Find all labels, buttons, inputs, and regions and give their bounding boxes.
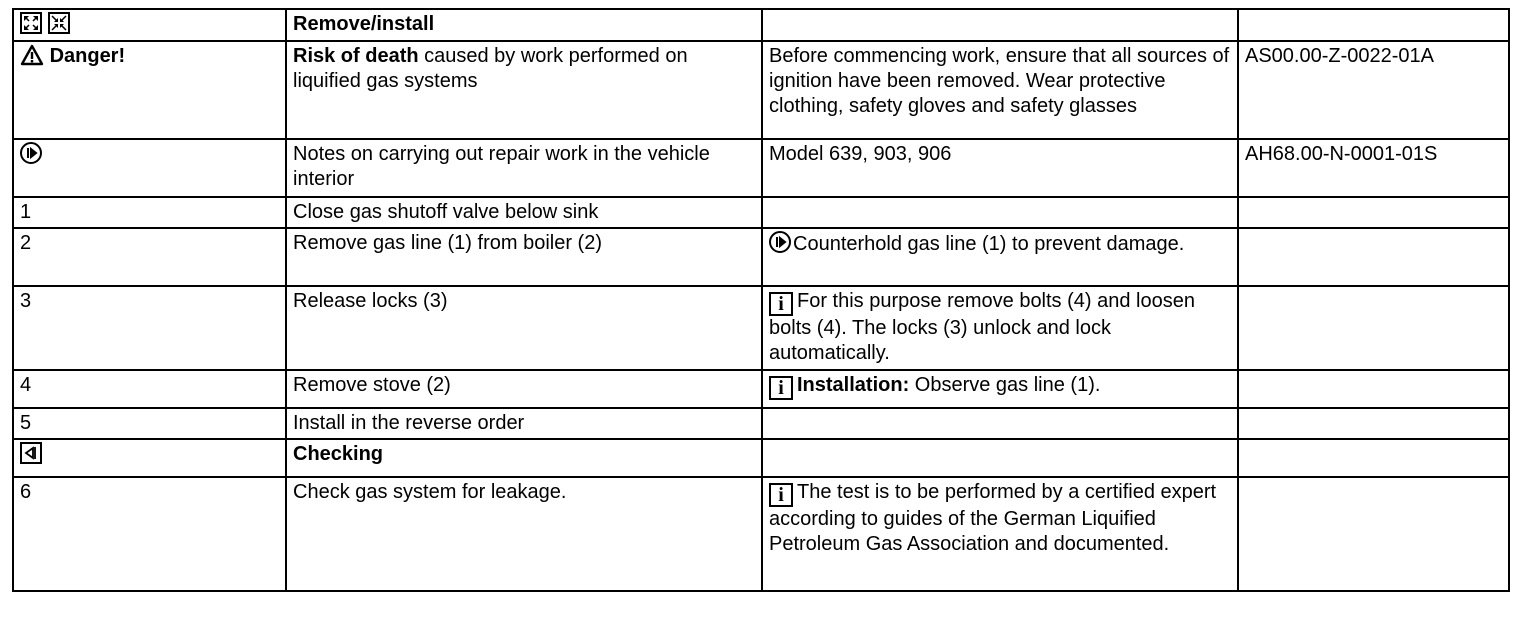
danger-instruction: Before commencing work, ensure that all sources of ignition have been removed. Wear protective clothing, safety gloves and safety glasses [762, 41, 1238, 139]
notes-reference-link[interactable]: AH68.00-N-0001-01S [1238, 139, 1509, 197]
section-title: Remove/install [286, 9, 762, 41]
step-number: 5 [13, 408, 286, 439]
info-icon: i [769, 292, 793, 316]
note-arrow-icon [769, 231, 791, 253]
info-icon: i [769, 483, 793, 507]
step-number: 1 [13, 197, 286, 228]
step-text: Close gas shutoff valve below sink [286, 197, 762, 228]
step-note: i The test is to be performed by a certified expert according to guides of the German Liquified Petroleum Gas Association and documented. [762, 477, 1238, 591]
notes-model: Model 639, 903, 906 [762, 139, 1238, 197]
step-number: 3 [13, 286, 286, 370]
danger-risk: Risk of death caused by work performed on liquified gas systems [286, 41, 762, 139]
info-icon: i [769, 376, 793, 400]
step-note: Counterhold gas line (1) to prevent damage. [762, 228, 1238, 286]
step-number: 4 [13, 370, 286, 408]
notes-row [13, 139, 1509, 197]
step-text: Check gas system for leakage. [286, 477, 762, 591]
danger-row [13, 41, 1509, 139]
checking-row [13, 439, 1509, 477]
step-row [13, 477, 1509, 591]
step-row [13, 370, 1509, 408]
warning-triangle-icon [20, 44, 44, 66]
step-number: 6 [13, 477, 286, 591]
header-row [13, 9, 1509, 41]
checking-title: Checking [286, 439, 762, 477]
expand-icon[interactable] [20, 12, 42, 34]
check-arrow-icon [20, 442, 42, 464]
danger-reference-link[interactable]: AS00.00-Z-0022-01A [1238, 41, 1509, 139]
step-text: Remove stove (2) [286, 370, 762, 408]
step-text: Install in the reverse order [286, 408, 762, 439]
notes-text: Notes on carrying out repair work in the vehicle interior [286, 139, 762, 197]
step-note: i Installation: Observe gas line (1). [762, 370, 1238, 408]
step-text: Remove gas line (1) from boiler (2) [286, 228, 762, 286]
step-row [13, 228, 1509, 286]
step-row [13, 408, 1509, 439]
step-number: 2 [13, 228, 286, 286]
step-text: Release locks (3) [286, 286, 762, 370]
collapse-icon[interactable] [48, 12, 70, 34]
step-row [13, 286, 1509, 370]
step-row [13, 197, 1509, 228]
note-arrow-icon [20, 142, 42, 164]
step-note: i For this purpose remove bolts (4) and loosen bolts (4). The locks (3) unlock and lock automatically. [762, 286, 1238, 370]
procedure-table [12, 8, 1510, 592]
danger-label: Danger! [49, 45, 126, 67]
